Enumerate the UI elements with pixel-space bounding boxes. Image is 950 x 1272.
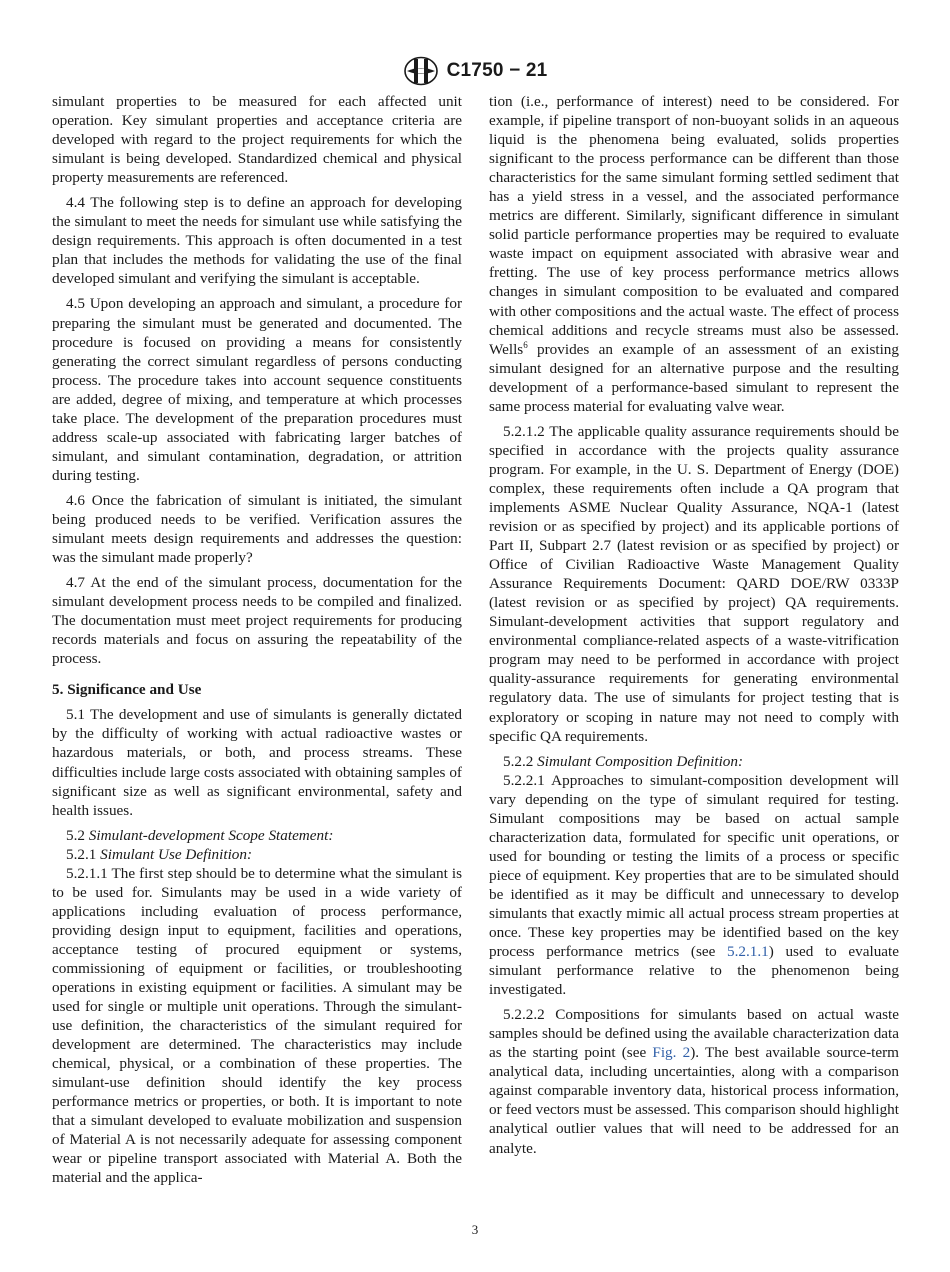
paragraph-5-2-2-1 — [489, 771, 899, 1000]
text-run: ). The best available source-term analytical data, including uncertainties, along with a comparison against comparable inventory data, historical process information, or feed vectors must be assessed. This comparison should highlight analytical outlier values that will need to be addressed for an analyte. — [489, 1044, 899, 1157]
document-designation: C1750 − 21 — [446, 60, 548, 81]
section-number: 5.2.2 — [503, 752, 538, 770]
paragraph-4-7: 4.7 At the end of the simulant process, documentation for the simulant development process needs to be compiled and finalized. The documentation must meet project requirements for producing records materials and focus on assuring the repeatability of the process. — [52, 574, 462, 668]
section-number: 5.2 — [66, 826, 89, 844]
section-number: 5.2.1 — [66, 845, 101, 863]
section-5-heading: 5. Significance and Use — [52, 681, 202, 699]
paragraph-continued: simulant properties to be measured for each affected unit operation. Key simulant properties and acceptance criteria are developed with regard to the project requirements for which the simulant is being developed. Standardized chemical and physical property measurements are referenced. — [52, 93, 462, 187]
paragraph-5-2-1-2: 5.2.1.2 The applicable quality assurance requirements should be specified in accordance with the projects quality assurance program. For example, in the U. S. Department of Energy (DOE) complex, these requirements often include a QA program that implements ASME Nuclear Quality Assurance, NQA-1 (latest revision or as specified by project) and its applicable portions of Part II, Subpart 2.7 (latest revision or as specified by project) or Office of Civilian Radioactive Waste Management Quality Assurance Requirements Document: QARD DOE/RW 0333P (latest revision or as specified by project) QA requirements. Simulant-development activities that support regulatory and environmental compliance-related aspects of a waste-vitrification program may need to be performed in accordance with project quality-assurance requirements for generating environmental regulatory data. The use of simulants for project testing that is exploratory or scoping in nature may not need to comply with specific QA requirements. — [489, 422, 899, 745]
paragraph-5-2-2-2 — [489, 1005, 899, 1157]
text-run: ) used to evaluate simulant performance relative to the phenomenon being investigated. — [489, 943, 899, 999]
section-title: Simulant Use Definition: — [100, 845, 253, 863]
left-column — [52, 92, 462, 1194]
text-run: tion (i.e., performance of interest) need to be considered. For example, if pipeline transport of non-buoyant solids in an aqueous liquid is the phenomena being evaluated, solids properties significant to the process performance can be different than those characteristics for the same simulant forming settled sediment that has a yield stress in a vessel, and the associated performance metrics are different. Similarly, significant difference in simulant solid particle performance properties may be required to evaluate waste impact on equipment associated with abrasive wear and fretting. The use of key process performance metrics allows changes in simulant composition to be evaluated and compared with other compositions and the actual waste. The effect of process chemical additions and recycle streams must also be assessed. Wells — [489, 93, 899, 358]
page-header — [0, 56, 950, 86]
paragraph-5-2 — [52, 826, 462, 845]
paragraph-5-2-1 — [52, 845, 462, 864]
paragraph-4-5: 4.5 Upon developing an approach and simulant, a procedure for preparing the simulant must be generated and documented. The procedure is focused on providing a means for consistently generating the correct simulant regardless of persons conducting process. The procedure takes into account sequence constituents are added, degree of mixing, and temperature at which processes take place. The development of the preparation procedures must address scale-up associated with fabricating larger batches of simulant, and simulant contamination, degradation, or attrition during testing. — [52, 295, 462, 484]
section-title: Simulant-development Scope Statement: — [88, 826, 334, 844]
footnote-ref: 6 — [523, 339, 528, 350]
figure-link[interactable]: Fig. 2 — [652, 1044, 691, 1062]
paragraph-5-1: 5.1 The development and use of simulants is generally dictated by the difficulty of working with actual radioactive wastes or hazardous materials, or both, and process streams. These difficulties include large costs associated with obtaining samples of significant size as well as significant environmental, safety and health issues. — [52, 706, 462, 819]
text-run: 5.2.2.2 Compositions for simulants based on actual waste samples should be defined using the available characterization data as the starting point (see — [489, 1006, 899, 1062]
section-link[interactable]: 5.2.1.1 — [727, 943, 769, 961]
paragraph-4-4: 4.4 The following step is to define an approach for developing the simulant to meet the needs for simulant use while satisfying the design requirements. This approach is often documented in a test plan that includes the methods for validating the use of the final developed simulant and verifying the simulant is acceptable. — [52, 194, 462, 288]
page-number: 3 — [471, 1222, 479, 1237]
paragraph-4-6: 4.6 Once the fabrication of simulant is initiated, the simulant being produced needs to be verified. Verification assures the simulant meets design requirements and addresses the question: was the simulant made properly? — [52, 491, 462, 567]
text-run: provides an example of an assessment of an existing simulant designed for an alternative purpose and the resulting development of a performance-based simulant to represent the same process material for evaluating valve wear. — [489, 340, 899, 415]
paragraph-5-2-2 — [489, 752, 899, 771]
section-title: Simulant Composition Definition: — [537, 752, 744, 770]
paragraph-5-2-1-1: 5.2.1.1 The first step should be to determine what the simulant is to be used for. Simulants may be used in a wide variety of applications including evaluation of process performance, providing design input to equipment, facilities and operations, acceptance testing of procured equipment or systems, commissioning of equipment or facilities, or troubleshooting operations in existing equipment or facilities. A simulant may be used for single or multiple unit operations. Through the simulant-use definition, the characteristics of the simulant required for development are determined. The characteristics may include chemical, physical, or a combination of these properties. The simulant-use definition should identify the key process performance metrics or properties, or both. It is important to note that a simulant developed to evaluate mobilization and suspension of Material A is not necessarily adequate for assessing component wear or pipeline transport associated with Material A. Both the material and the applica- — [52, 864, 462, 1187]
paragraph-continued — [489, 92, 899, 416]
astm-logo-icon — [403, 56, 439, 86]
text-run: 5.2.2.1 Approaches to simulant-composition development will vary depending on the type of simulant required for testing. Simulant compositions may be based on actual sample characterization data, formulated for specific unit operations, or used for bounding or testing the limits of a process or specific piece of equipment. Key properties that are to be simulated should be identified as it may be difficult and unnecessary to develop simulants that exactly mimic all actual process stream properties at once. These key properties may be identified based on the key process performance metrics (see — [489, 771, 899, 961]
right-column — [489, 92, 899, 1164]
